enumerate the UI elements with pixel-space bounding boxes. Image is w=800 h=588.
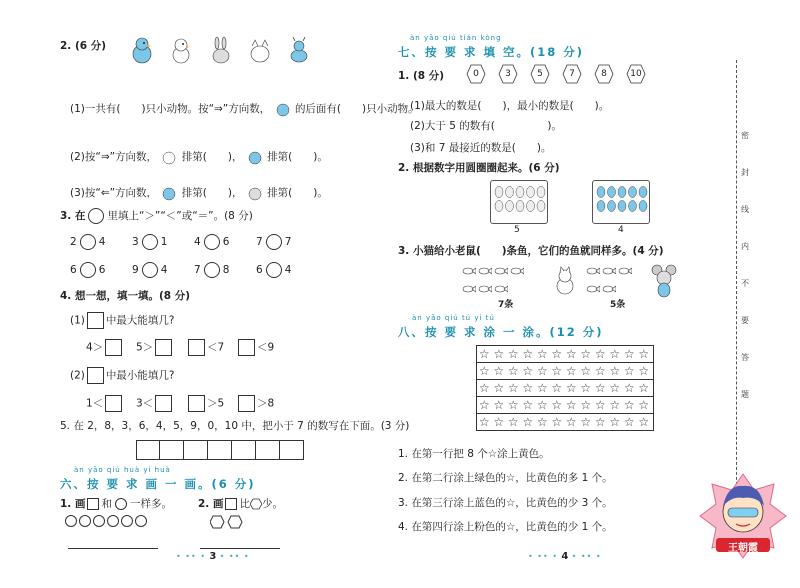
cat-icon xyxy=(246,36,274,66)
number-hexagon-label: 7 xyxy=(569,69,575,79)
answer-cell[interactable] xyxy=(208,440,232,460)
comparison-right-number: 6 xyxy=(222,236,230,248)
square-icon xyxy=(87,498,99,510)
chick-icon xyxy=(167,36,195,66)
star-icon[interactable]: ☆ xyxy=(580,381,592,395)
comparison-item xyxy=(70,262,105,278)
inequality-item xyxy=(236,339,274,356)
hexagon-icon xyxy=(250,498,262,510)
comparison-item xyxy=(194,234,229,250)
animal-row xyxy=(128,36,313,69)
number-hexagon-label: 3 xyxy=(505,69,511,79)
number-hexagon xyxy=(530,64,550,84)
fish-icon xyxy=(462,285,476,293)
comparison-circle[interactable] xyxy=(142,234,158,250)
seal-char: 内 xyxy=(741,242,749,251)
q5-title: 5. 在 2，8，3，6，4，5，9，0，10 中，把小于 7 的数写在下面。(3 分) xyxy=(60,420,410,432)
two-hexagons xyxy=(210,515,244,532)
instruction-1: 1. 在第一行把 8 个☆涂上黄色。 xyxy=(398,448,550,460)
r-q1-l3: (3)和 7 最接近的数是( )。 xyxy=(410,142,552,154)
strawberry-item[interactable] xyxy=(639,187,647,198)
r-q1-l2: (2)大于 5 的数有( )。 xyxy=(410,120,562,132)
star-icon[interactable]: ☆ xyxy=(493,415,505,429)
comparison-item xyxy=(256,262,291,278)
star-row xyxy=(477,397,653,414)
deer-small-icon xyxy=(246,148,264,166)
comparison-right-number: 4 xyxy=(160,264,168,276)
number-hexagon xyxy=(466,64,486,84)
star-icon: ☆ xyxy=(505,472,516,484)
star-icon[interactable]: ☆ xyxy=(609,381,621,395)
circle-icon xyxy=(135,515,147,527)
answer-cell[interactable] xyxy=(232,440,256,460)
comparison-right-number: 4 xyxy=(284,264,292,276)
inequality-text: 3＜ xyxy=(136,397,154,410)
pineapple-box xyxy=(490,180,548,224)
star-icon[interactable]: ☆ xyxy=(536,347,548,361)
logo-text: 王朝霞 xyxy=(728,543,758,554)
strawberry-box xyxy=(592,180,650,224)
inequality-item xyxy=(186,395,224,412)
star-icon[interactable]: ☆ xyxy=(478,381,490,395)
q2-line2: (2)按“⇒”方向数， 排第( )， 排第( )。 xyxy=(70,148,328,166)
star-icon[interactable]: ☆ xyxy=(580,347,592,361)
fish-icon xyxy=(586,285,600,293)
pineapple-item[interactable] xyxy=(516,187,524,198)
sec6-title: 六、按 要 求 画 一 画。(6 分) xyxy=(60,477,256,491)
bird-small-icon xyxy=(160,184,178,202)
seal-char: 要 xyxy=(741,316,749,325)
star-icon[interactable]: ☆ xyxy=(478,347,490,361)
answer-cell[interactable] xyxy=(280,440,304,460)
strawberry-item[interactable] xyxy=(618,187,626,198)
star-icon[interactable]: ☆ xyxy=(623,364,635,378)
seal-char: 不 xyxy=(741,279,749,288)
inequality-text: ＜9 xyxy=(257,341,275,354)
star-icon[interactable]: ☆ xyxy=(551,364,563,378)
inequality-item xyxy=(136,339,174,356)
number-hexagon xyxy=(626,64,646,84)
number-hexagon xyxy=(594,64,614,84)
rabbit-icon xyxy=(207,36,235,66)
comparison-circle[interactable] xyxy=(142,262,158,278)
number-hexagon xyxy=(498,64,518,84)
circle-icon xyxy=(121,515,133,527)
fish-icon xyxy=(462,267,476,275)
q3-title: 3. 在 里填上“＞”“＜”或“＝”。(8 分) xyxy=(60,210,253,222)
q4-sub1: (1) 中最大能填几? xyxy=(70,312,174,329)
comparison-item xyxy=(132,234,167,250)
q2-line3: (3)按“⇐”方向数， 排第( )， 排第( )。 xyxy=(70,184,328,202)
r-q3-title: 3. 小猫给小老鼠( )条鱼，它们的鱼就同样多。(4 分) xyxy=(398,245,664,257)
comparison-right-number: 8 xyxy=(222,264,230,276)
answer-cell[interactable] xyxy=(184,440,208,460)
seal-char: 答 xyxy=(741,353,749,362)
inequality-text: ＞8 xyxy=(257,397,275,410)
star-icon[interactable]: ☆ xyxy=(623,415,635,429)
comparison-left-number: 6 xyxy=(256,264,263,276)
circle-icon xyxy=(65,515,77,527)
star-icon[interactable]: ☆ xyxy=(609,364,621,378)
comparison-left-number: 4 xyxy=(194,236,201,248)
star-icon[interactable]: ☆ xyxy=(623,381,635,395)
chick-small-icon xyxy=(274,100,292,118)
comparison-right-number: 7 xyxy=(284,236,292,248)
q2-title: 2. (6 分) xyxy=(60,40,107,52)
star-icon[interactable]: ☆ xyxy=(638,415,650,429)
number-hexagons xyxy=(466,64,658,84)
star-icon[interactable]: ☆ xyxy=(565,381,577,395)
answer-line xyxy=(68,548,158,549)
star-icon[interactable]: ☆ xyxy=(522,398,534,412)
comparison-circle[interactable] xyxy=(204,262,220,278)
star-icon[interactable]: ☆ xyxy=(594,398,606,412)
star-icon[interactable]: ☆ xyxy=(594,347,606,361)
comparison-right-number: 6 xyxy=(98,264,106,276)
inequality-item xyxy=(86,339,124,356)
fish-icon xyxy=(478,267,492,275)
inequality-text: 1＜ xyxy=(86,397,104,410)
inequality-item xyxy=(236,395,274,412)
circle-icon xyxy=(115,498,127,510)
sec7-pinyin: àn yāo qiú tián kòng xyxy=(410,34,502,42)
star-icon[interactable]: ☆ xyxy=(609,415,621,429)
star-icon[interactable]: ☆ xyxy=(623,347,635,361)
strawberry-item[interactable] xyxy=(618,201,626,212)
q5-answer-cells[interactable] xyxy=(136,440,304,460)
bird-icon xyxy=(128,36,156,66)
seal-char: 线 xyxy=(741,205,749,214)
strawberry-icon xyxy=(593,181,649,223)
number-hexagon-label: 5 xyxy=(537,69,543,79)
answer-line xyxy=(200,548,280,549)
star-icon[interactable]: ☆ xyxy=(594,364,606,378)
comparison-item xyxy=(70,234,105,250)
strawberry-item[interactable] xyxy=(608,201,616,212)
star-icon[interactable]: ☆ xyxy=(638,381,650,395)
star-icon[interactable]: ☆ xyxy=(565,347,577,361)
q4-title: 4. 想一想，填一填。(8 分) xyxy=(60,290,191,302)
comparison-circle[interactable] xyxy=(266,262,282,278)
comparison-circle[interactable] xyxy=(204,234,220,250)
comparison-item xyxy=(194,262,229,278)
pineapple-item[interactable] xyxy=(516,201,524,212)
pineapple-item[interactable] xyxy=(495,201,503,212)
answer-box[interactable] xyxy=(238,339,255,356)
star-icon[interactable]: ☆ xyxy=(522,364,534,378)
inequality-item xyxy=(136,395,174,412)
fish-icon xyxy=(510,267,524,275)
fish-icon xyxy=(494,267,508,275)
mascot-logo xyxy=(698,470,788,562)
circle-icon xyxy=(79,515,91,527)
star-icon[interactable]: ☆ xyxy=(507,364,519,378)
comparison-left-number: 3 xyxy=(132,236,139,248)
star-icon[interactable]: ☆ xyxy=(638,347,650,361)
answer-box[interactable] xyxy=(188,395,205,412)
cat-fish-count: 7条 xyxy=(498,300,514,310)
comparison-left-number: 9 xyxy=(132,264,139,276)
comparison-circle[interactable] xyxy=(266,234,282,250)
fish-icon xyxy=(602,267,616,275)
inequality-item xyxy=(186,339,224,356)
sec7-title: 七、按 要 求 填 空。(18 分) xyxy=(398,45,585,59)
pineapple-item[interactable] xyxy=(537,201,545,212)
mouse-icon xyxy=(650,264,678,298)
fish-group-mouse-2 xyxy=(586,284,618,296)
star-icon[interactable]: ☆ xyxy=(551,347,563,361)
comparison-item xyxy=(256,234,291,250)
page-number-right: • •• • 4 • •• • xyxy=(528,551,602,562)
answer-box[interactable] xyxy=(155,339,172,356)
star-icon[interactable]: ☆ xyxy=(493,381,505,395)
instruction-2: 2. 在第二行涂上绿色的☆，比黄色的多 1 个。 xyxy=(398,472,613,484)
star-icon[interactable]: ☆ xyxy=(594,415,606,429)
fish-icon xyxy=(586,267,600,275)
star-row xyxy=(477,346,653,363)
star-icon[interactable]: ☆ xyxy=(638,364,650,378)
star-icon[interactable]: ☆ xyxy=(565,398,577,412)
comparison-left-number: 7 xyxy=(256,236,263,248)
star-icon[interactable]: ☆ xyxy=(478,415,490,429)
fish-icon xyxy=(618,267,632,275)
inequality-text: 5＞ xyxy=(136,341,154,354)
inequality-text: ＞5 xyxy=(207,397,225,410)
star-icon[interactable]: ☆ xyxy=(507,381,519,395)
answer-box[interactable] xyxy=(188,339,205,356)
inequality-text: 4＞ xyxy=(86,341,104,354)
instruction-3: 3. 在第三行涂上蓝色的☆，比黄色的少 3 个。 xyxy=(398,497,613,509)
pineapple-item[interactable] xyxy=(506,201,514,212)
box2-number: 4 xyxy=(618,225,624,235)
deer-icon xyxy=(285,36,313,66)
star-icon[interactable]: ☆ xyxy=(536,398,548,412)
inequality-text: ＜7 xyxy=(207,341,225,354)
sec8-title: 八、按 要 求 涂 一 涂。(12 分) xyxy=(398,325,604,339)
star-grid[interactable] xyxy=(476,345,654,431)
square-icon xyxy=(87,312,104,329)
star-icon[interactable]: ☆ xyxy=(478,364,490,378)
star-icon[interactable]: ☆ xyxy=(580,364,592,378)
square-icon xyxy=(225,498,237,510)
star-icon[interactable]: ☆ xyxy=(507,415,519,429)
number-hexagon-label: 0 xyxy=(473,69,479,79)
number-hexagon-label: 8 xyxy=(601,69,607,79)
circle-icon xyxy=(88,208,104,224)
star-row xyxy=(477,414,653,430)
cat-icon xyxy=(552,266,578,296)
strawberry-item[interactable] xyxy=(597,187,605,198)
fish-group-cat xyxy=(462,266,526,278)
comparison-left-number: 6 xyxy=(70,264,77,276)
pineapple-item[interactable] xyxy=(527,201,535,212)
seal-char: 题 xyxy=(741,390,749,399)
answer-cell[interactable] xyxy=(136,440,160,460)
comparison-left-number: 7 xyxy=(194,264,201,276)
sec6-q2: 2. 画 比 少。 xyxy=(198,498,283,510)
seal-line xyxy=(736,60,738,500)
star-icon[interactable]: ☆ xyxy=(522,381,534,395)
r-q1-l1: (1)最大的数是( )，最小的数是( )。 xyxy=(410,100,610,112)
fish-icon xyxy=(602,285,616,293)
star-icon: ☆ xyxy=(505,521,516,533)
fish-icon xyxy=(478,285,492,293)
instruction-4: 4. 在第四行涂上粉色的☆，比黄色的少 1 个。 xyxy=(398,521,613,533)
sec6-q1: 1. 画 和 一样多。 xyxy=(60,498,172,510)
fish-group-cat-2 xyxy=(462,284,510,296)
circle-icon xyxy=(93,515,105,527)
star-icon[interactable]: ☆ xyxy=(594,381,606,395)
star-icon[interactable]: ☆ xyxy=(536,415,548,429)
box1-number: 5 xyxy=(514,225,520,235)
strawberry-item[interactable] xyxy=(629,187,637,198)
star-icon[interactable]: ☆ xyxy=(507,347,519,361)
pineapple-item[interactable] xyxy=(495,187,503,198)
sec8-pinyin: àn yāo qiú tú yi tú xyxy=(412,314,495,322)
star-icon[interactable]: ☆ xyxy=(638,398,650,412)
star-icon[interactable]: ☆ xyxy=(536,364,548,378)
circle-icon xyxy=(107,515,119,527)
number-hexagon xyxy=(562,64,582,84)
r-q1-title: 1. (8 分) xyxy=(398,70,445,82)
star-icon[interactable]: ☆ xyxy=(609,347,621,361)
star-icon[interactable]: ☆ xyxy=(493,398,505,412)
strawberry-item[interactable] xyxy=(608,187,616,198)
star-icon[interactable]: ☆ xyxy=(551,415,563,429)
q4-sub2: (2) 中最小能填几? xyxy=(70,367,174,384)
answer-box[interactable] xyxy=(155,395,172,412)
star-icon[interactable]: ☆ xyxy=(623,398,635,412)
seal-char: 封 xyxy=(741,168,749,177)
pineapple-item[interactable] xyxy=(506,187,514,198)
star-row xyxy=(477,380,653,397)
comparison-right-number: 1 xyxy=(160,236,168,248)
pineapple-icon xyxy=(491,181,547,223)
star-icon[interactable]: ☆ xyxy=(522,415,534,429)
star-icon[interactable]: ☆ xyxy=(493,364,505,378)
star-icon[interactable]: ☆ xyxy=(478,398,490,412)
strawberry-item[interactable] xyxy=(597,201,605,212)
answer-box[interactable] xyxy=(238,395,255,412)
star-icon[interactable]: ☆ xyxy=(507,398,519,412)
star-icon[interactable]: ☆ xyxy=(580,415,592,429)
star-icon[interactable]: ☆ xyxy=(609,398,621,412)
chick-small-icon xyxy=(160,148,178,166)
page-number-left: • •• • 3 • •• • xyxy=(176,551,250,562)
strawberry-item[interactable] xyxy=(639,201,647,212)
hexagon-icon xyxy=(210,515,244,529)
comparison-circle[interactable] xyxy=(80,262,96,278)
star-row xyxy=(477,363,653,380)
number-hexagon-label: 10 xyxy=(630,69,642,79)
star-icon[interactable]: ☆ xyxy=(551,381,563,395)
answer-cell[interactable] xyxy=(160,440,184,460)
answer-cell[interactable] xyxy=(256,440,280,460)
r-q2-title: 2. 根据数字用圆圈圈起来。(6 分) xyxy=(398,162,560,174)
comparison-right-number: 4 xyxy=(98,236,106,248)
q2-line1: (1)一共有( )只小动物。按“⇒”方向数， 的后面有( )只小动物。 xyxy=(70,100,419,118)
seal-char: 密 xyxy=(741,131,749,140)
star-icon: ☆ xyxy=(487,448,498,460)
star-icon[interactable]: ☆ xyxy=(565,364,577,378)
star-icon: ☆ xyxy=(505,497,516,509)
answer-box[interactable] xyxy=(105,395,122,412)
star-icon[interactable]: ☆ xyxy=(580,398,592,412)
strawberry-item[interactable] xyxy=(629,201,637,212)
star-icon[interactable]: ☆ xyxy=(536,381,548,395)
six-circles xyxy=(64,515,148,527)
comparison-circle[interactable] xyxy=(80,234,96,250)
mouse-fish-count: 5条 xyxy=(610,300,626,310)
star-icon[interactable]: ☆ xyxy=(522,347,534,361)
sec6-pinyin: àn yāo qiú huà yi huà xyxy=(74,466,171,474)
square-icon xyxy=(87,367,104,384)
fish-group-mouse xyxy=(586,266,634,278)
star-icon[interactable]: ☆ xyxy=(551,398,563,412)
comparison-item xyxy=(132,262,167,278)
inequality-item xyxy=(86,395,124,412)
answer-box[interactable] xyxy=(105,339,122,356)
pineapple-item[interactable] xyxy=(537,187,545,198)
comparison-left-number: 2 xyxy=(70,236,77,248)
fish-icon xyxy=(494,285,508,293)
star-icon[interactable]: ☆ xyxy=(493,347,505,361)
star-icon[interactable]: ☆ xyxy=(565,415,577,429)
pineapple-item[interactable] xyxy=(527,187,535,198)
cat-small-icon xyxy=(246,184,264,202)
